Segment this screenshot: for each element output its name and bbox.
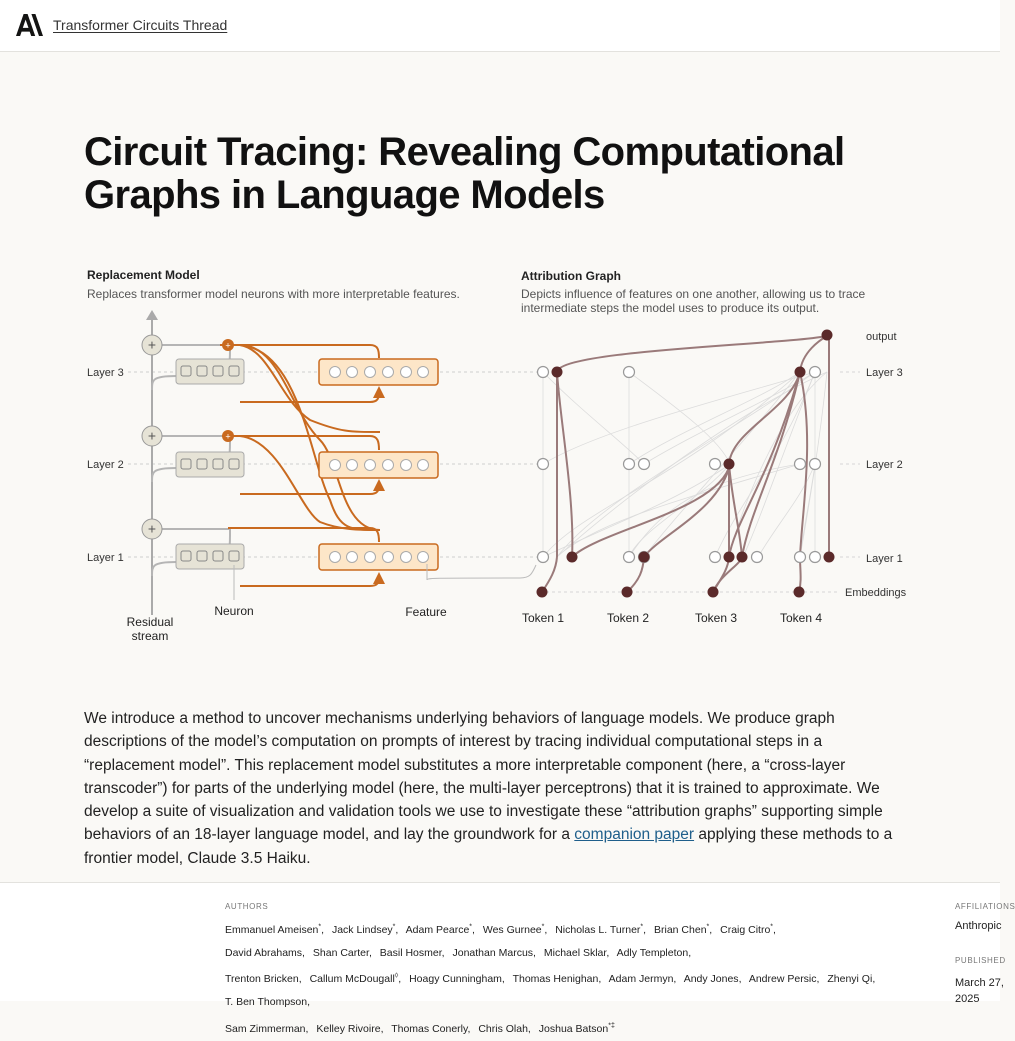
- author-name-text: Adam Jermyn: [608, 973, 674, 985]
- author-name-text: Joshua Batson: [538, 1022, 609, 1035]
- author-name-text: Basil Hosmer: [379, 946, 442, 959]
- author-name[interactable]: Zhenyi Qi,: [827, 973, 876, 985]
- author-name[interactable]: Thomas Henighan,: [512, 973, 602, 985]
- author-name-text: Michael Sklar: [543, 946, 607, 959]
- published-date-line1: March 27,: [955, 977, 1004, 989]
- author-name[interactable]: Brian Chen*,: [654, 923, 713, 936]
- author-name[interactable]: Trenton Bricken,: [225, 973, 302, 985]
- author-name-text: Callum McDougall: [309, 973, 395, 985]
- neuron-boxes: [176, 359, 244, 569]
- feature-label: Feature: [405, 605, 447, 619]
- author-name[interactable]: Chris Olah,: [478, 1022, 531, 1035]
- author-mark: *: [706, 923, 710, 930]
- author-name[interactable]: Adam Pearce*,: [405, 923, 475, 936]
- author-mark: *: [640, 923, 644, 930]
- author-mark: *: [469, 923, 473, 930]
- figure-canvas: [80, 260, 920, 660]
- token-4-label: Token 4: [779, 611, 823, 625]
- author-mark: *: [770, 923, 774, 930]
- author-name[interactable]: Nicholas L. Turner*,: [555, 923, 647, 936]
- author-name[interactable]: Basil Hosmer,: [379, 946, 445, 959]
- right-panel-title: Attribution Graph: [521, 269, 621, 283]
- author-name-text: Zhenyi Qi: [827, 973, 873, 985]
- left-panel-title: Replacement Model: [87, 268, 200, 282]
- author-name[interactable]: Wes Gurnee*,: [482, 923, 548, 936]
- site-link[interactable]: Transformer Circuits Thread: [53, 17, 228, 33]
- neuron-label: Neuron: [214, 604, 254, 618]
- author-name[interactable]: Andrew Persic,: [748, 973, 820, 985]
- author-name-text: Brian Chen: [654, 923, 707, 936]
- author-name[interactable]: Callum McDougall◊,: [309, 972, 402, 985]
- top-bar: [0, 0, 1000, 52]
- token-2-label: Token 2: [606, 611, 650, 625]
- right-panel-subtitle-line2: intermediate steps the model uses to produce its output.: [521, 301, 820, 315]
- author-name[interactable]: Craig Citro*,: [720, 923, 776, 936]
- author-name[interactable]: Adly Templeton,: [616, 946, 692, 959]
- affiliations-label: AFFILIATIONS: [955, 902, 1015, 911]
- attribution-edges: [542, 336, 829, 592]
- abstract-text-after: applying these methods to a frontier model, Claude 3.5 Haiku.: [84, 826, 893, 867]
- author-name-text: Chris Olah: [478, 1022, 528, 1035]
- published-date: [955, 975, 1004, 1007]
- author-mark: *: [392, 923, 396, 930]
- author-mark: *: [318, 923, 322, 930]
- author-name-text: Craig Citro: [720, 923, 771, 936]
- left-layer-3-label: Layer 3: [87, 367, 124, 379]
- author-name-text: Andy Jones: [683, 973, 739, 985]
- author-name[interactable]: Adam Jermyn,: [608, 973, 677, 985]
- author-name-text: Adly Templeton: [616, 946, 689, 959]
- svg-text:+: +: [147, 336, 157, 353]
- svg-text:+: +: [225, 340, 231, 351]
- feature-nodes-active: [537, 330, 835, 598]
- author-name-text: Hoagy Cunningham: [409, 973, 502, 985]
- left-layer-2-label: Layer 2: [87, 459, 124, 471]
- feature-nodes-open: [538, 367, 821, 563]
- author-name[interactable]: Shan Carter,: [312, 946, 372, 959]
- author-name-text: Jack Lindsey: [331, 923, 393, 936]
- author-name-text: Adam Pearce: [405, 923, 470, 936]
- author-name[interactable]: Jack Lindsey*,: [331, 923, 399, 936]
- left-panel-subtitle: Replaces transformer model neurons with more interpretable features.: [87, 287, 460, 301]
- authors-label: AUTHORS: [225, 902, 269, 911]
- hero-figure: [80, 260, 920, 660]
- author-name-text: Emmanuel Ameisen: [225, 923, 319, 936]
- row-label-layer-1: Layer 1: [866, 553, 903, 565]
- author-name-text: Sam Zimmerman: [225, 1022, 306, 1035]
- author-name-text: Trenton Bricken: [225, 973, 299, 985]
- orange-add-nodes: [222, 339, 234, 442]
- right-panel-subtitle-line1: Depicts influence of features on one another, allowing us to trace: [521, 287, 866, 301]
- author-name[interactable]: Jonathan Marcus,: [452, 946, 536, 959]
- svg-text:+: +: [147, 520, 157, 537]
- page-title: Circuit Tracing: Revealing Computational Graphs in Language Models: [84, 130, 845, 217]
- left-layer-1-label: Layer 1: [87, 552, 124, 564]
- author-name-text: Nicholas L. Turner: [555, 923, 641, 936]
- author-name[interactable]: Emmanuel Ameisen*,: [225, 923, 325, 936]
- row-label-layer-2: Layer 2: [866, 459, 903, 471]
- author-name-text: T. Ben Thompson: [225, 996, 308, 1008]
- author-name-text: Thomas Conerly: [391, 1022, 468, 1035]
- row-label-embeddings: Embeddings: [845, 587, 907, 599]
- published-date-line2: 2025: [955, 993, 980, 1005]
- published-label: PUBLISHED: [955, 956, 1006, 965]
- author-name[interactable]: [539, 1023, 615, 1035]
- affiliation-value[interactable]: Anthropic: [955, 920, 1002, 932]
- author-name-text: Jonathan Marcus: [452, 946, 534, 959]
- author-name[interactable]: Hoagy Cunningham,: [409, 973, 505, 985]
- row-label-layer-3: Layer 3: [866, 367, 903, 379]
- author-name[interactable]: Andy Jones,: [683, 973, 742, 985]
- companion-paper-link[interactable]: companion paper: [574, 826, 695, 844]
- abstract-text-before: We introduce a method to uncover mechanisms underlying behaviors of language models. We produce graph descriptions of the model’s computation on prompts of interest by tracing individual computational steps in a “replacement model”. This replacement model substitutes a more interpretable component (here, a “cross-layer transcoder”) for parts of the underlying model (here, the multi-layer perceptrons) that it is trained to approximate. We develop a suite of visualization and validation tools we use to investigate these “attribution graphs” supporting simple behaviors of an 18-layer language model, and lay the groundwork for a: [84, 710, 883, 844]
- author-name[interactable]: T. Ben Thompson,: [225, 996, 311, 1008]
- authors-list: [225, 915, 945, 1041]
- author-name[interactable]: Sam Zimmerman,: [225, 1022, 309, 1035]
- author-name-text: Shan Carter: [312, 946, 369, 959]
- author-name-text: Andrew Persic: [748, 973, 817, 985]
- row-label-output: output: [866, 331, 897, 343]
- abstract: [84, 707, 916, 870]
- author-name-text: Thomas Henighan: [512, 973, 599, 985]
- author-mark: *: [541, 923, 545, 930]
- token-3-label: Token 3: [694, 611, 738, 625]
- author-name[interactable]: Thomas Conerly,: [391, 1022, 471, 1035]
- author-name[interactable]: Michael Sklar,: [543, 946, 610, 959]
- author-name-text: Wes Gurnee: [482, 923, 542, 936]
- author-name[interactable]: David Abrahams,: [225, 946, 305, 959]
- anthropic-logo-icon[interactable]: [16, 14, 43, 36]
- author-name-text: David Abrahams: [225, 946, 303, 959]
- residual-label-line1: Residual: [126, 615, 174, 629]
- author-mark: ◊: [394, 972, 399, 980]
- author-name[interactable]: Kelley Rivoire,: [316, 1022, 384, 1035]
- residual-arrow-head: [146, 310, 158, 320]
- residual-label-line2: stream: [131, 629, 169, 643]
- svg-text:+: +: [147, 427, 157, 444]
- author-name-text: Kelley Rivoire: [316, 1022, 381, 1035]
- token-1-label: Token 1: [521, 611, 565, 625]
- svg-text:+: +: [225, 431, 231, 442]
- author-mark: *‡: [608, 1022, 615, 1029]
